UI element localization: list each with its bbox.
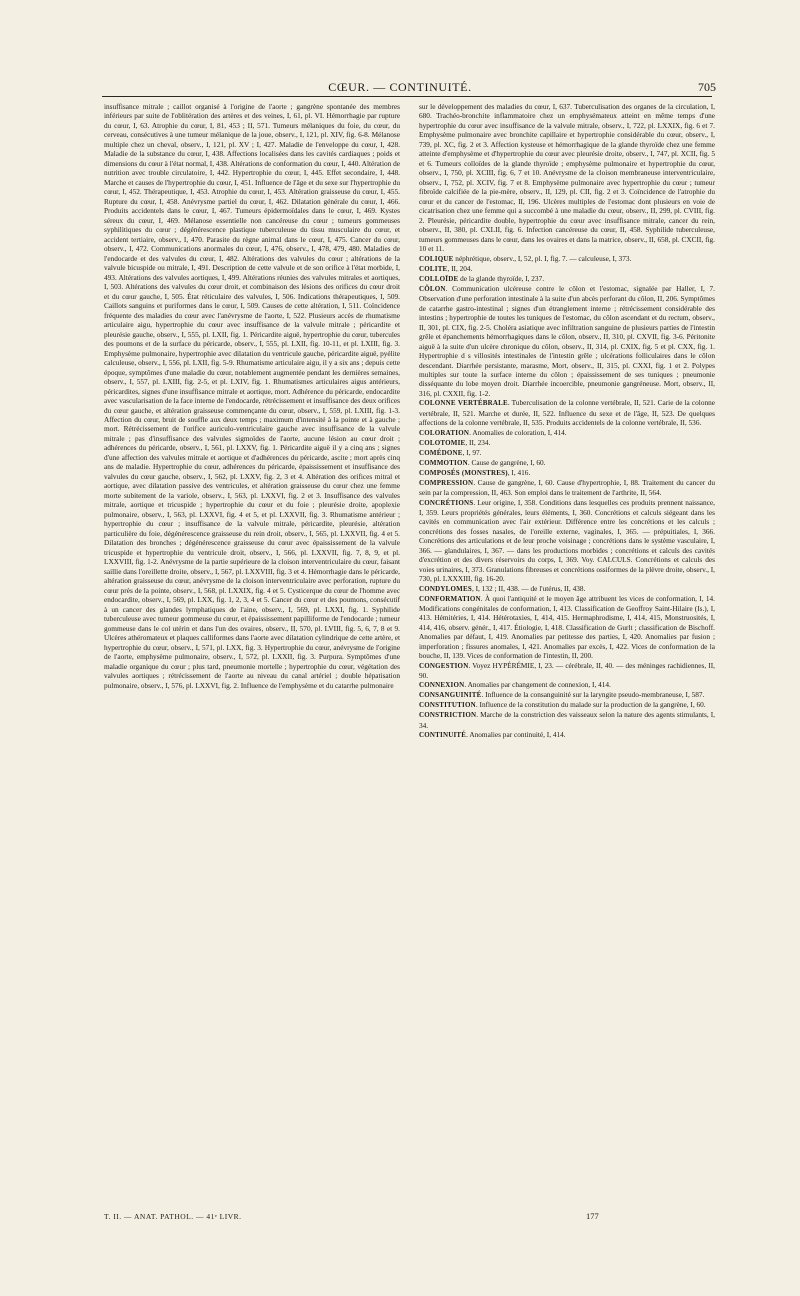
footer-signature: T. II. — ANAT. PATHOL. — 41ᵉ LIVR.: [104, 1212, 242, 1221]
index-entry: [419, 398, 715, 427]
index-entry: [419, 594, 715, 661]
entry-text: . Leur origine, I, 358. Conditions dans lesquelles ces produits prennent naissance, I, 359. Leurs propriétés générales, leurs éléments, I, 360. Concrétions et calculs siégeant dans les cavités en communication avec l'air extérieur. Différence entre les concrétions et les calculs ; concrétions des fosses nasales, de l'oreille externe, vaginales, I, 365. — prépuitiales, I, 366. Concrétions des articulations et de leur proche voisinage ; concrétions dans le système vasculaire, I, 366. — glandulaires, I, 367. — dans les productions morbides ; concrétions et calculs des cavités d'excrétion et des divers réservoirs du corps, I, 369. Voy. CALCULS. Concrétions et calculs des voies urinaires, I, 373. Granulations fibreuses et concrétions ossiformes de la plèvre droite, observ., I, 730, pl. LXXXIII, fig. 16-20.: [419, 497, 715, 584]
entry-term: CONCRÉTIONS: [419, 498, 474, 507]
entry-text: . Influence de la consanguinité sur la laryngite pseudo-membraneuse, I, 587.: [481, 690, 705, 700]
index-entry: [419, 710, 715, 730]
entry-term: CONSTITUTION: [419, 701, 476, 710]
entry-term: CONFORMATION: [419, 594, 481, 603]
entry-text: , II, 234.: [465, 437, 491, 447]
entry-text: , II, 204.: [447, 263, 473, 273]
paragraph: insuffisance mitrale ; caillot organisé à l'origine de l'aorte ; gangrène spontanée des membres inférieurs par suite de l'oblitération des artères et des veines, I, 61, pl. VI. Hémorrhagie par rupture du cœur, I, 63. Atrophie du cœur, I, 81, 453 ; II, 571. Tumeurs mélaniques du foie, du cœur, du cerveau, consécutives à une tumeur mélanique de la joue, observ., I, 121, pl. XIV, fig. 6-8. Mélanose multiple chez un cheval, observ., I, 121, pl. XV ; I, 427. Maladie de l'enveloppe du cœur, I, 428. Maladie de la substance du cœur, I, 438. Affections localisées dans les cavités cardiaques ; poids et dimensions du cœur à l'état normal, I, 438. Altérations de conformation du cœur, I, 440. Altération de nutrition avec trouble circulatoire, I, 442. Hypertrophie du cœur, I, 445. Effet secondaire, I, 448. Marche et causes de l'hypertrophie du cœur, I, 451. Influence de l'âge et du sexe sur l'hypertrophie du cœur, I, 452. Thérapeutique, I, 453. Atrophie du cœur, I, 453. Altération graisseuse du cœur, I, 455. Rupture du cœur, I, 458. Anévrysme partiel du cœur, I, 462. Dilatation générale du cœur, I, 466. Produits accidentels dans le cœur, I, 467. Tumeurs épidermoïdales dans le cœur, I, 469. Kystes séreux du cœur, I, 469. Mélanose essentielle non cancéreuse du cœur ; tumeurs gommeuses syphilitiques du cœur ; dégénérescence plastique tuberculeuse du tissu musculaire du cœur, et accident tertiaire, observ., I, 470. Parasite du règne animal dans le cœur, I, 475. Cancer du cœur, observ., I, 472. Communications anormales du cœur, I, 476, observ., I, 478, 479, 480. Maladies de l'endocarde et des valvules du cœur, I, 482. Altérations des valvules du cœur ; altérations de la valvule bicuspide ou mitrale, I, 491. Description de cette valvule et de son orifice à l'état morbide, I, 493. Altérations des valvules aortiques, I, 499. Altérations réunies des valvules mitrales et aortiques, I, 503. Altérations des valvules du cœur droit, et combinaison des lésions des orifices du cœur droit et du cœur gauche, I, 505. État réticulaire des valvules, I, 506. Indications thérapeutiques, I, 509. Caillots sanguins et puriformes dans le cœur, I, 509. Causes de cette altération, I, 511. Coïncidence fréquente des maladies du cœur avec l'anévrysme de l'aorte, I, 522. Plusieurs accès de rhumatisme articulaire aigu, hypertrophie du cœur avec insuffisance de la valvule mitrale ; péricardite et pleurésie gauche, observ., I, 555, pl. LXII, fig. 1. Péricardite aiguë, hypertrophie du cœur, tubercules des poumons et de la surface du péricarde, observ., I, 555, pl. LXII, fig. 10-11, et pl. LXIII, fig. 3. Emphysème pulmonaire, hypertrophie avec dilatation du ventricule gauche, péricardite aiguë, pyélite calculeuse, observ., I, 556, pl. LXII, fig. 5-9. Rhumatisme articulaire aigu, il y a six ans ; depuis cette époque, symptômes d'une maladie du cœur, notablement augmentée pendant les dernières semaines, observ., I, 557, pl. LXIII, fig. 2-5, et pl. LXIV, fig. 1. Rhumatismes articulaires aigus antérieurs, péricardites, signes d'une insuffisance mitrale et aortique, mort. Adhérence du péricarde, endocardite avec vascularisation de la face interne de l'endocarde, rétrécissement et insuffisance des deux orifices du cœur gauche, et altération graisseuse commençante du cœur, observ., I, 559, pl. LXIII, fig. 1-3. Affection du cœur, bruit de souffle aux deux temps ; maximum d'intensité à la pointe et à gauche ; mort. Rétrécissement de l'orifice auriculo-ventriculaire gauche avec insuffisance de la valvule mitrale ; pas d'insuffisance des valvules sigmoïdes de l'aorte, aucune lésion au cœur droit ; adhérences du péricarde, observ., I, 561, pl. LXXV, fig. 1. Péricardite aiguë il y a cinq ans ; signes d'une affection des valvules mitrale et aortique et d'adhérences du péricarde, ascite ; mort après cinq ans de maladie. Hypertrophie du cœur, adhérences du péricarde, épaississement et insuffisance des valvules du cœur gauche, observ., I, 562, pl. LXXV, fig. 2, 3 et 4. Altération des orifices mitral et aortique, avec dilatation passive des ventricules, et altération graisseuse du cœur chez une femme morte subitement de la variole, observ., I, 563, pl. LXXVI, fig. 2 et 3. Insuffisance des valvules mitrale, aortique et tricuspide ; hypertrophie du cœur et du foie ; pleurésie droite, apoplexie pulmonaire, observ., I, 563, pl. LXXVI, fig. 4 et 5, et pl. LXXVII, fig. 3. Rhumatisme antérieur ; hypertrophie du cœur ; insuffisance de la valvule mitrale, péricardite, pleurésie, altération particulière du foie, dégénérescence graisseuse du rein droit, observ., I, 565, pl. LXXVII, fig. 4 et 5. Dilatation des bronches ; dégénérescence graisseuse du cœur avec épaississement de la valvule tricuspide et hypertrophie du ventricule droit, observ., I, 566, pl. LXXVII, fig. 7, 8, 9, et pl. LXXVIII, fig. 1-2. Anévrysme de la partie supérieure de la cloison interventriculaire du cœur, faisant saillie dans l'oreillette droite, observ., I, 567, pl. LXXVIII, fig. 3 et 4. Hémorrhagie dans le péricarde, altération graisseuse du cœur, anévrysme de la cloison interventriculaire avec perforation, rupture du cœur près de la pointe, observ., I, 568, pl. LXXIX, fig. 4 et 5. Cysticerque du cœur de l'homme avec endocardite, observ., I, 569, pl. LXX, fig. 1, 2, 3, 4 et 5. Cancer du cœur et des poumons, consécutif à un cancer des glandes lymphatiques de l'aine, observ., I, 569, pl. LXXI, fig. 1. Syphilide tuberculeuse avec tumeur gommeuse du cœur, et épaississement papilliforme de l'endocarde ; tumeur gommeuse dans le col utérin et dans l'un des ovaires, observ., II, 570, pl. LVIII, fig. 5, 6, 7, 8 et 9. Ulcères athéromateux et plaques calliformes dans l'aorte avec dilatation cylindrique de cette artère, et hypertrophie du cœur, observ., I, 571, pl. LXX, fig. 3. Hypertrophie du cœur, anévrysme de l'origine de l'aorte, emphysème pulmonaire, observ., I, 572, pl. LXXII, fig. 3. Purpura. Symptômes d'une maladie organique du cœur ; plus tard, pneumonie mortelle ; hypertrophie du cœur, végétation des valvules aortiques ; rétrécissement de l'aorte au niveau du canal artériel ; double hépatisation pulmonaire, observ., I, 576, pl. LXXVI, fig. 2. Influence de l'emphysème et du catarrhe pulmonaire: [104, 102, 400, 690]
running-header: CŒUR. — CONTINUITÉ.: [328, 80, 472, 94]
entry-text: . Anomalies par changement de connexion, I, 414.: [464, 680, 611, 690]
left-column: [104, 102, 400, 1208]
footer-sheet-number: 177: [586, 1211, 599, 1221]
entry-text: . Marche de la constriction des vaisseaux selon la nature des agents stimulants, I, 34.: [419, 710, 715, 730]
index-entry: [419, 428, 715, 438]
entry-text: , I, 132 ; II, 438. — de l'utérus, II, 438.: [471, 583, 586, 593]
entry-term: CONTINUITÉ: [419, 731, 467, 740]
index-entry: [419, 690, 715, 700]
entry-term: CONDYLOMES: [419, 584, 472, 593]
entry-text: . Anomalies de coloration, I, 414.: [469, 427, 567, 437]
index-entry: [419, 264, 715, 274]
entry-term: COLLOÏDE: [419, 274, 459, 283]
entry-text: . Communication ulcéreuse contre le côlon et l'estomac, signalée par Haller, I, 7. Observation d'une perforation intestinale à la suite d'un abcès perforant du côlon, II, 206. Symptômes de catarrhe gastro-intestinal ; signes d'un étranglement interne ; rétrécissement considérable des intestins ; hypertrophie de toutes les tuniques de l'estomac, du côlon ascendant et du rectum, observ., II, 301, pl. CIX, fig. 2-5. Choléra asiatique avec infiltration sanguine de plusieurs parties de l'intestin grêle et épanchements hémorrhagiques dans le côlon, observ., II, 310, pl. CXVII, fig. 3-6. Péritonite aiguë à la suite d'un ulcère chronique du côlon, observ., II, 314, pl. CXIX, fig. 5 et pl. CXX, fig. 1. Hypertrophie d s villosités intestinales de l'intestin grêle ; ulcérations folliculaires dans le côlon descendant. Diarrhée persistante, marasme, Mort, observ., II, 315, pl. CXXI, fig. 1 et 2. Polypes multiples sur toute la surface interne du côlon ; épaississement de ses tuniques ; pneumonie disséquante du lobe moyen droit. Diarrhée incoercible, pneumonie gangréneuse. Mort, observ., II, 316, pl. CXXII, fig. 1-2.: [419, 284, 715, 398]
entry-text: . À quoi l'antiquité et le moyen âge attribuent les vices de conformation, I, 14. Modifications congénitales de conformation, I, 413. Classification de Geoffroy Saint-Hilaire (Is.), I, 413. Hémitéries, I, 414. Hétérotaxies, I, 414, 415. Hermaphrodisme, I, 414, 415, Monstruosités, I, 414, 416, observ. génér., I, 417. Étiologie, I, 418. Classification de Gurlt ; classification de Bischoff. Anomalies par défaut, I, 419. Anomalies par petitesse des parties, I, 420. Anomalies par fusion ; imperforation ; fissures anomales, I, 421. Anomalies par excès, I, 422. Vices de conformation de la bouche, II, 139. Vices de conformation de l'intestin, II, 200.: [419, 593, 715, 661]
index-entry: [419, 448, 715, 458]
index-entry: [419, 254, 715, 264]
index-entry: [419, 478, 715, 498]
index-entry: [419, 284, 715, 398]
entry-term: CONSANGUINITÉ: [419, 691, 482, 700]
entry-text: . Tuberculisation de la colonne vertébrale, II, 521. Carie de la colonne vertébrale, II, 521. Marche et durée, II, 522. Influence du sexe et de l'âge, II, 523. De quelques affections de la colonne vertébrale, II, 535. Produits accidentels de la colonne vertébrale, II, 536.: [419, 398, 715, 428]
entry-term: COLONNE VERTÉBRALE: [419, 399, 508, 408]
entry-text: , I, 97.: [462, 447, 482, 457]
index-entry: [419, 438, 715, 448]
page-number: 705: [698, 80, 716, 94]
right-column: [419, 102, 715, 1208]
index-entry: [419, 498, 715, 584]
entry-term: COLITE: [419, 264, 448, 273]
entry-text: . Voyez HYPÉRÉMIE, I, 23. — cérébrale, II, 40. — des méninges rachidiennes, II, 90.: [419, 660, 715, 680]
entry-term: CONGESTION: [419, 661, 469, 670]
entry-term: COMPOSÉS (MONSTRES): [419, 468, 508, 477]
entry-term: COMPRESSION: [419, 478, 474, 487]
entry-text: sur le développement des maladies du cœur, I, 637. Tuberculisation des organes de la circulation, I, 680. Trachéo-bronchite inflammatoire chez un emphysémateux atteint en même temps d'une hypertrophie du cœur avec insuffisance de la valvule mitrale, observ., I, 722, pl. LXXIX, fig. 6 et 7. Emphysème pulmonaire avec bronchite capillaire et hypertrophie considérable du cœur, observ., I, 739, pl. XC, fig. 2 et 3. Affection kysteuse et hémorrhagique de la glande thyroïde chez une femme atteinte d'emphysème et d'hypertrophie du cœur avec pleurésie droite, observ., I, 747, pl. XCII, fig. 5 et 6. Tumeurs colloïdes de la glande thyroïde ; emphysème pulmonaire et hypertrophie du cœur, observ., I, 750, pl. XCIII, fig. 6, 7 et 10. Anévrysme de la cloison membraneuse interventriculaire, observ., I, 752, pl. XCIV, fig. 7 et 8. Emphysème pulmonaire avec hypertrophie du cœur ; tumeur fibroïde calcifiée de la pie-mère, observ., II, 129, pl. CII, fig. 2 et 3. Coïncidence de l'atrophie du cœur et du cancer de l'estomac, II, 196. Ulcères multiples de l'estomac dont plusieurs en voie de cicatrisation chez une femme qui a succombé à une maladie du cœur, observ., II, 299, pl. CVIII, fig. 2. Pleurésie, péricardite double, hypertrophie du cœur avec insuffisance mitrale, cancer du rein, observ., II, 380, pl. CXLII, fig. 6. Infection cancéreuse du cœur, II, 458. Syphilide tuberculeuse, tumeurs gommeuses dans le cœur, dans les ovaires et dans la matrice, observ., II, 658, pl. CXCII, fig. 10 et 11.: [419, 102, 715, 254]
index-entry: [419, 458, 715, 468]
header-rule: [102, 96, 712, 97]
entry-term: CONSTRICTION: [419, 711, 477, 720]
entry-term: CONNEXION: [419, 681, 465, 690]
entry-term: COMÉDONE: [419, 448, 463, 457]
entry-text: néphrétique, observ., I, 52, pl. I, fig. 7. — calculeuse, I, 373.: [453, 253, 632, 263]
index-entry: [419, 102, 715, 254]
index-entry: [419, 661, 715, 681]
index-entry: [419, 700, 715, 710]
index-entry: [419, 274, 715, 284]
entry-term: COLIQUE: [419, 254, 454, 263]
entry-term: CÔLON: [419, 285, 446, 294]
entry-text: . Anomalies par continuité, I, 414.: [466, 730, 566, 740]
index-entry: [419, 680, 715, 690]
entry-text: de la glande thyroïde, I, 237.: [458, 273, 545, 283]
index-entry: [419, 468, 715, 478]
entry-text: . Cause de gangrène, I, 60.: [467, 457, 546, 467]
entry-term: COMMOTION: [419, 458, 468, 467]
entry-term: COLORATION: [419, 428, 470, 437]
index-entry: [419, 584, 715, 594]
index-entry: [419, 730, 715, 740]
entry-term: COLOTOMIE: [419, 438, 466, 447]
entry-text: , I, 416.: [507, 467, 531, 477]
entry-text: . Influence de la constitution du malade sur la production de la gangrène, I, 60.: [475, 700, 706, 710]
entry-text: . Cause de gangrène, I, 60. Cause d'hypertrophie, I, 88. Traitement du cancer du sein par la compression, II, 463. Son emploi dans le traitement de l'arthrite, II, 564.: [419, 477, 715, 498]
